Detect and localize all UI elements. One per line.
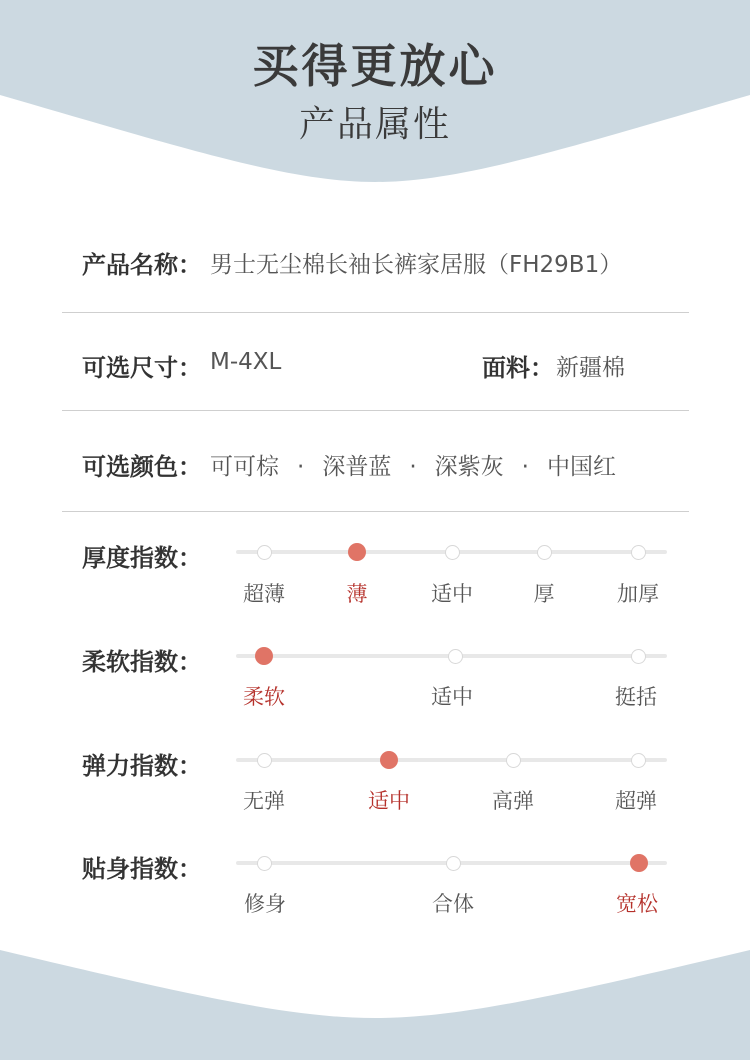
fit-option-selected: 宽松	[616, 892, 658, 916]
softness-option: 适中	[431, 685, 473, 709]
softness-index-point-selected	[255, 647, 273, 665]
color-label: 可选颜色：	[82, 453, 202, 481]
separator-dot: ·	[521, 454, 529, 480]
hero-title: 买得更放心	[252, 39, 498, 93]
hero-subtitle: 产品属性	[298, 104, 451, 145]
softness-index-label: 柔软指数：	[82, 648, 202, 676]
softness-index-point	[631, 649, 646, 664]
elasticity-option: 超弹	[615, 789, 657, 813]
elasticity-option: 高弹	[492, 789, 534, 813]
divider	[62, 410, 689, 411]
thickness-option: 加厚	[617, 582, 659, 606]
elasticity-index-point	[257, 753, 272, 768]
color-option: 深紫灰	[434, 454, 504, 480]
bottom-wave-background	[0, 950, 750, 1060]
size-label: 可选尺寸：	[82, 354, 202, 382]
thickness-option: 超薄	[243, 582, 285, 606]
elasticity-index-point-selected	[380, 751, 398, 769]
fabric-value: 新疆棉	[556, 355, 625, 381]
fabric-label: 面料：	[482, 354, 554, 382]
thickness-option-selected: 薄	[346, 582, 368, 606]
elasticity-option: 无弹	[243, 789, 285, 813]
separator-dot: ·	[409, 454, 417, 480]
softness-index-point	[448, 649, 463, 664]
divider	[62, 312, 689, 313]
fit-index-point	[257, 856, 272, 871]
fit-index-point-selected	[630, 854, 648, 872]
thickness-index-point-selected	[348, 543, 366, 561]
product-name-value: 男士无尘棉长袖长裤家居服（FH29B1）	[210, 252, 623, 278]
softness-option: 挺括	[615, 685, 657, 709]
thickness-index-point	[631, 545, 646, 560]
thickness-option: 适中	[431, 582, 473, 606]
thickness-index-point	[537, 545, 552, 560]
softness-option-selected: 柔软	[243, 685, 285, 709]
fit-index-label: 贴身指数：	[82, 855, 202, 883]
elasticity-index-label: 弹力指数：	[82, 752, 202, 780]
thickness-index-point	[445, 545, 460, 560]
color-option: 深普蓝	[322, 454, 392, 480]
size-value: M-4XL	[210, 349, 282, 375]
fit-index-point	[446, 856, 461, 871]
elasticity-index-point	[631, 753, 646, 768]
thickness-option: 厚	[533, 582, 555, 606]
thickness-index-point	[257, 545, 272, 560]
product-name-label: 产品名称：	[82, 251, 202, 279]
thickness-index-label: 厚度指数：	[82, 544, 202, 572]
elasticity-index-point	[506, 753, 521, 768]
color-options	[210, 448, 616, 481]
separator-dot: ·	[297, 454, 305, 480]
divider	[62, 511, 689, 512]
fit-option: 合体	[432, 892, 474, 916]
fit-option: 修身	[244, 892, 286, 916]
elasticity-option-selected: 适中	[368, 789, 410, 813]
color-option: 中国红	[546, 454, 616, 480]
color-option: 可可棕	[210, 454, 279, 480]
elasticity-index-track	[236, 758, 667, 762]
